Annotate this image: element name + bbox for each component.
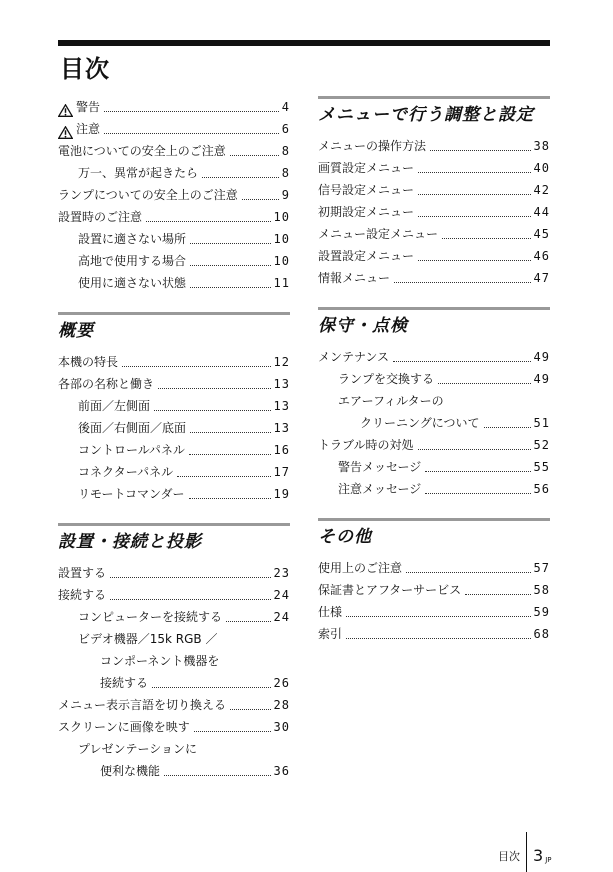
toc-page-number: 9: [281, 188, 290, 202]
toc-leader-dots: [418, 449, 531, 450]
toc-entry-label: 警告: [76, 100, 101, 114]
toc-entry[interactable]: [58, 439, 290, 461]
page-title: 目次: [60, 55, 110, 83]
toc-entry-label: 情報メニュー: [318, 271, 391, 285]
toc-entry[interactable]: [58, 562, 290, 584]
section-maintenance: [318, 307, 550, 500]
toc-page-number: 45: [533, 227, 550, 241]
toc-leader-dots: [465, 594, 530, 595]
toc-entry-label: コントロールパネル: [78, 443, 185, 457]
toc-page-number: 49: [533, 372, 550, 386]
toc-entry-label: ビデオ機器／15k RGB ／: [78, 632, 218, 646]
toc-page-number: 51: [533, 416, 550, 430]
toc-entry[interactable]: [58, 716, 290, 738]
toc-entry-label: 前面／左側面: [78, 399, 151, 413]
toc-leader-dots: [164, 775, 271, 776]
toc-entry[interactable]: [318, 245, 550, 267]
toc-leader-dots: [346, 616, 531, 617]
toc-leader-dots: [110, 577, 271, 578]
toc-entry[interactable]: [58, 162, 290, 184]
toc-leader-dots: [190, 265, 271, 266]
toc-entry-label: 仕様: [318, 605, 343, 619]
toc-entry-label: 注意メッセージ: [338, 482, 422, 496]
toc-leader-dots: [189, 454, 271, 455]
toc-page-number: 26: [273, 676, 290, 690]
toc-page-number: 6: [281, 122, 290, 136]
toc-page-number: 19: [273, 487, 290, 501]
section-safety: [58, 96, 290, 294]
toc-leader-dots: [438, 383, 531, 384]
toc-entry-label: 接続する: [100, 676, 149, 690]
toc-leader-dots: [442, 238, 531, 239]
toc-page-number: 42: [533, 183, 550, 197]
toc-leader-dots: [202, 177, 279, 178]
warning-icon: [58, 126, 74, 140]
toc-page-number: 40: [533, 161, 550, 175]
toc-page-number: 49: [533, 350, 550, 364]
toc-page-number: 47: [533, 271, 550, 285]
toc-entry[interactable]: [58, 760, 290, 782]
section-title-menu: メニューで行う調整と設定: [318, 105, 534, 125]
toc-leader-dots: [230, 709, 271, 710]
toc-leader-dots: [430, 150, 531, 151]
toc-entry-label: 保証書とアフターサービス: [318, 583, 462, 597]
toc-entry[interactable]: [58, 272, 290, 294]
toc-entry-label: プレゼンテーションに: [78, 742, 198, 756]
toc-page-number: 52: [533, 438, 550, 452]
toc-entry-label: 後面／右側面／底面: [78, 421, 187, 435]
toc-entry-label: メニュー表示言語を切り換える: [58, 698, 227, 712]
toc-entry[interactable]: [58, 373, 290, 395]
toc-entry-label: 使用上のご注意: [318, 561, 403, 575]
toc-entry-label: 万一、異常が起きたら: [78, 166, 199, 180]
toc-entry-label: 信号設定メニュー: [318, 183, 415, 197]
toc-entry[interactable]: [58, 118, 290, 140]
toc-page-number: 10: [273, 232, 290, 246]
section-title-overview: 概要: [58, 321, 94, 341]
toc-entry[interactable]: [58, 672, 290, 694]
toc-entry-label: コンピューターを接続する: [78, 610, 223, 624]
toc-page-number: 8: [281, 166, 290, 180]
toc-entry-label: 初期設定メニュー: [318, 205, 415, 219]
toc-entry-label: スクリーンに画像を映す: [58, 720, 190, 734]
toc-entry[interactable]: [58, 483, 290, 505]
toc-entry-label: ランプを交換する: [338, 372, 435, 386]
toc-entry[interactable]: [58, 351, 290, 373]
toc-page-number: 36: [273, 764, 290, 778]
toc-entry[interactable]: [318, 201, 550, 223]
toc-entry-label: 警告メッセージ: [338, 460, 422, 474]
toc-page-number: 10: [273, 254, 290, 268]
toc-leader-dots: [418, 216, 531, 217]
toc-entry[interactable]: [58, 738, 290, 760]
toc-page-number: 12: [273, 355, 290, 369]
section-overview: [58, 312, 290, 505]
section-title-other: その他: [318, 527, 372, 547]
toc-entry[interactable]: [58, 228, 290, 250]
toc-leader-dots: [190, 432, 271, 433]
toc-entry[interactable]: [318, 390, 550, 412]
toc-leader-dots: [122, 366, 271, 367]
section-title-maintenance: 保守・点検: [318, 316, 408, 336]
right-column: [318, 96, 550, 663]
toc-leader-dots: [346, 638, 531, 639]
toc-page-number: 56: [533, 482, 550, 496]
toc-page-number: 13: [273, 399, 290, 413]
toc-leader-dots: [152, 687, 271, 688]
toc-entry[interactable]: [58, 628, 290, 650]
toc-leader-dots: [418, 260, 531, 261]
toc-entry-label: メニューの操作方法: [318, 139, 427, 153]
toc-page-number: 30: [273, 720, 290, 734]
toc-page-number: 17: [273, 465, 290, 479]
toc-page-number: 44: [533, 205, 550, 219]
toc-entry-label: 設置に適さない場所: [78, 232, 187, 246]
toc-leader-dots: [146, 221, 271, 222]
page-suffix: JP: [545, 856, 552, 864]
toc-entry[interactable]: [58, 395, 290, 417]
toc-entry[interactable]: [58, 694, 290, 716]
toc-entry-label: ランプについての安全上のご注意: [58, 188, 238, 202]
toc-entry-label: 電池についての安全上のご注意: [58, 144, 226, 158]
toc-leader-dots: [230, 155, 279, 156]
toc-entry-label: メニュー設定メニュー: [318, 227, 439, 241]
left-column: [58, 96, 290, 800]
toc-entry[interactable]: [318, 157, 550, 179]
toc-leader-dots: [226, 621, 271, 622]
page-footer: [498, 824, 551, 864]
toc-page-number: 24: [273, 610, 290, 624]
toc-leader-dots: [418, 172, 531, 173]
toc-entry-label: 便利な機能: [100, 764, 161, 778]
toc-entry[interactable]: [58, 140, 290, 162]
toc-entry-label: クリーニングについて: [360, 416, 480, 430]
toc-entry[interactable]: [58, 584, 290, 606]
toc-page-number: 38: [533, 139, 550, 153]
toc-entry-label: 索引: [318, 627, 343, 641]
toc-entry[interactable]: [58, 96, 290, 118]
toc-page-number: 55: [533, 460, 550, 474]
section-menu: [318, 96, 550, 289]
toc-entry[interactable]: [318, 368, 550, 390]
toc-leader-dots: [394, 282, 531, 283]
toc-entry-label: 使用に適さない状態: [78, 276, 187, 290]
footer-label: 目次: [498, 850, 520, 863]
toc-leader-dots: [158, 388, 271, 389]
toc-leader-dots: [418, 194, 531, 195]
toc-page-number: 16: [273, 443, 290, 457]
toc-page-number: 10: [273, 210, 290, 224]
toc-entry-label: コネクターパネル: [78, 465, 174, 479]
toc-entry[interactable]: [58, 250, 290, 272]
toc-leader-dots: [393, 361, 531, 362]
toc-page-number: 28: [273, 698, 290, 712]
toc-entry[interactable]: [318, 601, 550, 623]
toc-entry[interactable]: [318, 456, 550, 478]
toc-page-number: 13: [273, 377, 290, 391]
toc-page-number: 58: [533, 583, 550, 597]
toc-entry[interactable]: [318, 478, 550, 500]
toc-page-number: 11: [273, 276, 290, 290]
toc-entry[interactable]: [58, 184, 290, 206]
title-rule: [58, 40, 550, 46]
toc-leader-dots: [177, 476, 270, 477]
toc-leader-dots: [194, 731, 271, 732]
toc-page-number: 68: [533, 627, 550, 641]
toc-leader-dots: [242, 199, 279, 200]
toc-entry-label: 本機の特長: [58, 355, 119, 369]
toc-entry-label: メンテナンス: [318, 350, 390, 364]
toc-entry-label: 画質設定メニュー: [318, 161, 415, 175]
toc-leader-dots: [104, 111, 279, 112]
toc-entry-label: 各部の名称と働き: [58, 377, 155, 391]
toc-page-number: 46: [533, 249, 550, 263]
page-number: 3: [533, 846, 544, 865]
toc-page-number: 4: [281, 100, 290, 114]
toc-page-number: 24: [273, 588, 290, 602]
warning-icon: [58, 104, 74, 118]
toc-leader-dots: [425, 471, 530, 472]
toc-entry[interactable]: [318, 135, 550, 157]
toc-entry-label: コンポーネント機器を: [100, 654, 220, 668]
toc-entry[interactable]: [58, 650, 290, 672]
section-setup: [58, 523, 290, 782]
toc-entry[interactable]: [318, 179, 550, 201]
toc-entry[interactable]: [318, 579, 550, 601]
toc-entry[interactable]: [318, 346, 550, 368]
toc-leader-dots: [154, 410, 271, 411]
footer-divider: [526, 832, 527, 872]
toc-entry-label: 設置設定メニュー: [318, 249, 415, 263]
section-other: [318, 518, 550, 645]
toc-leader-dots: [190, 243, 271, 244]
toc-page-number: 13: [273, 421, 290, 435]
toc-entry[interactable]: [58, 461, 290, 483]
toc-leader-dots: [189, 498, 271, 499]
toc-entry[interactable]: [318, 557, 550, 579]
toc-entry[interactable]: [318, 434, 550, 456]
toc-leader-dots: [425, 493, 530, 494]
toc-page-number: 8: [281, 144, 290, 158]
toc-leader-dots: [110, 599, 271, 600]
toc-entry[interactable]: [318, 267, 550, 289]
toc-entry-label: 注意: [76, 122, 101, 136]
toc-page-number: 23: [273, 566, 290, 580]
toc-leader-dots: [406, 572, 531, 573]
section-title-setup: 設置・接続と投影: [58, 532, 202, 552]
toc-entry[interactable]: [58, 206, 290, 228]
toc-entry-label: トラブル時の対処: [318, 438, 414, 452]
toc-entry-label: 設置時のご注意: [58, 210, 143, 224]
toc-entry-label: 接続する: [58, 588, 107, 602]
toc-entry[interactable]: [318, 223, 550, 245]
toc-entry-label: エアーフィルターの: [338, 394, 444, 408]
toc-entry-label: 高地で使用する場合: [78, 254, 187, 268]
toc-page-number: 59: [533, 605, 550, 619]
toc-entry[interactable]: [58, 606, 290, 628]
toc-entry-label: 設置する: [58, 566, 107, 580]
toc-entry-label: リモートコマンダー: [78, 487, 185, 501]
toc-entry[interactable]: [318, 412, 550, 434]
toc-entry[interactable]: [318, 623, 550, 645]
toc-leader-dots: [190, 287, 271, 288]
toc-leader-dots: [104, 133, 279, 134]
toc-leader-dots: [484, 427, 531, 428]
toc-entry[interactable]: [58, 417, 290, 439]
toc-page-number: 57: [533, 561, 550, 575]
